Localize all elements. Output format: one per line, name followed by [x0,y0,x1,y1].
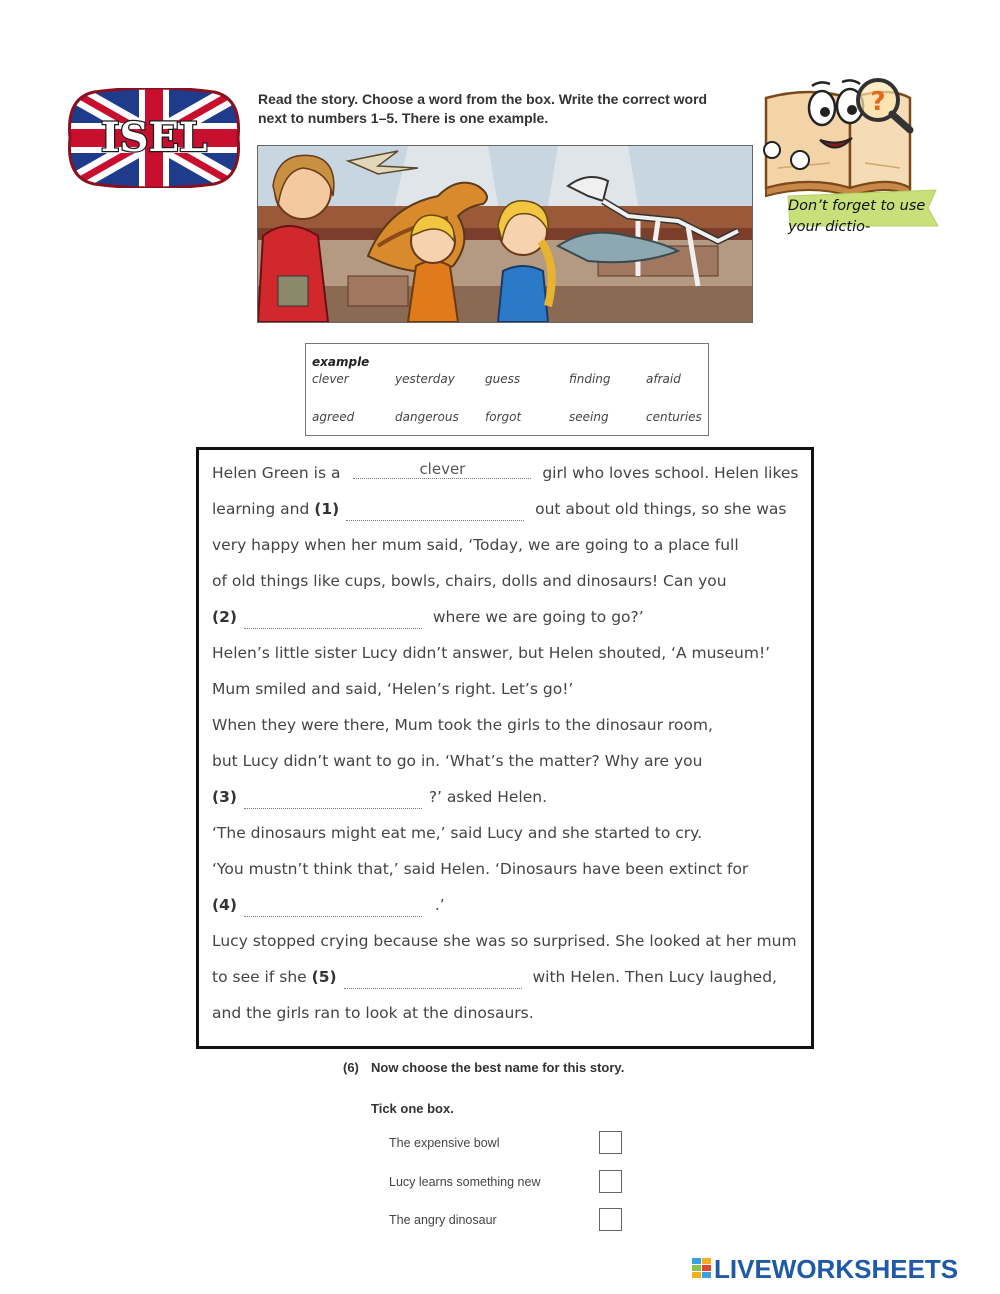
blank-number-2: (2) [212,608,237,626]
story-line: Helen Green is a clever girl who loves school. Helen likes [212,460,799,482]
story-line: very happy when her mum said, ‘Today, we are going to a place full [212,536,739,554]
story-line: (2) where we are going to go?’ [212,608,644,627]
instructions-text: Read the story. Choose a word from the box. Write the correct word next to numbers 1–5. There is one example. [258,91,708,126]
blank-number-3: (3) [212,788,237,806]
word-finding: finding [569,372,611,386]
example-label: example [312,355,370,369]
word-agreed: agreed [312,410,355,424]
blank-number-5: (5) [311,968,337,986]
answer-input-4[interactable] [244,898,422,917]
option-checkbox-2[interactable] [599,1170,622,1193]
story-line: ‘You mustn’t think that,’ said Helen. ‘Dinosaurs have been extinct for [212,860,749,878]
svg-text:?: ? [870,87,886,117]
option-label-1: The expensive bowl [389,1136,500,1150]
word-afraid: afraid [646,372,681,386]
word-yesterday: yesterday [395,372,455,386]
tick-instruction: Tick one box. [371,1101,454,1116]
book-mascot [760,68,945,248]
liveworksheets-icon [692,1258,712,1280]
story-line: Helen’s little sister Lucy didn’t answer, but Helen shouted, ‘A museum!’ [212,644,771,662]
word-seeing: seeing [569,410,609,424]
word-centuries: centuries [646,410,702,424]
word-forgot: forgot [485,410,522,424]
story-line: and the girls ran to look at the dinosaurs. [212,1004,534,1022]
example-answer: clever [353,460,531,479]
story-line: but Lucy didn’t want to go in. ‘What’s the matter? Why are you [212,752,703,770]
question-number: (6) [343,1060,359,1075]
dictionary-note: Don’t forget to use your dictio- [788,198,926,235]
story-line: ‘The dinosaurs might eat me,’ said Lucy and she started to cry. [212,824,703,842]
answer-input-1[interactable] [346,502,524,521]
blank-number-4: (4) [212,896,237,914]
story-box [196,447,814,1049]
option-checkbox-3[interactable] [599,1208,622,1231]
museum-illustration [257,145,753,323]
option-label-3: The angry dinosaur [389,1213,497,1227]
question-6 [343,1060,624,1075]
story-line: When they were there, Mum took the girls to the dinosaur room, [212,716,713,734]
word-guess: guess [485,372,521,386]
question-prompt: Now choose the best name for this story. [371,1060,625,1075]
answer-input-5[interactable] [344,970,522,989]
blank-number-1: (1) [314,500,340,518]
word-box [305,343,709,436]
story-line: (3) ?’ asked Helen. [212,788,547,807]
story-line: (4) .’ [212,896,445,915]
word-clever: clever [312,372,349,386]
answer-input-2[interactable] [244,610,422,629]
story-line: to see if she (5) with Helen. Then Lucy laughed, [212,968,777,987]
story-line: Lucy stopped crying because she was so surprised. She looked at her mum [212,932,797,950]
word-dangerous: dangerous [395,410,459,424]
option-label-2: Lucy learns something new [389,1175,541,1189]
answer-input-3[interactable] [244,790,422,809]
liveworksheets-brand: LIVEWORKSHEETS [714,1254,959,1284]
story-line: of old things like cups, bowls, chairs, dolls and dinosaurs! Can you [212,572,727,590]
story-line: Mum smiled and said, ‘Helen’s right. Let’s go!’ [212,680,574,698]
isel-logo [66,88,242,188]
story-line: learning and (1) out about old things, so she was [212,500,787,519]
option-checkbox-1[interactable] [599,1131,622,1154]
logo-text: ISEL [100,114,208,161]
